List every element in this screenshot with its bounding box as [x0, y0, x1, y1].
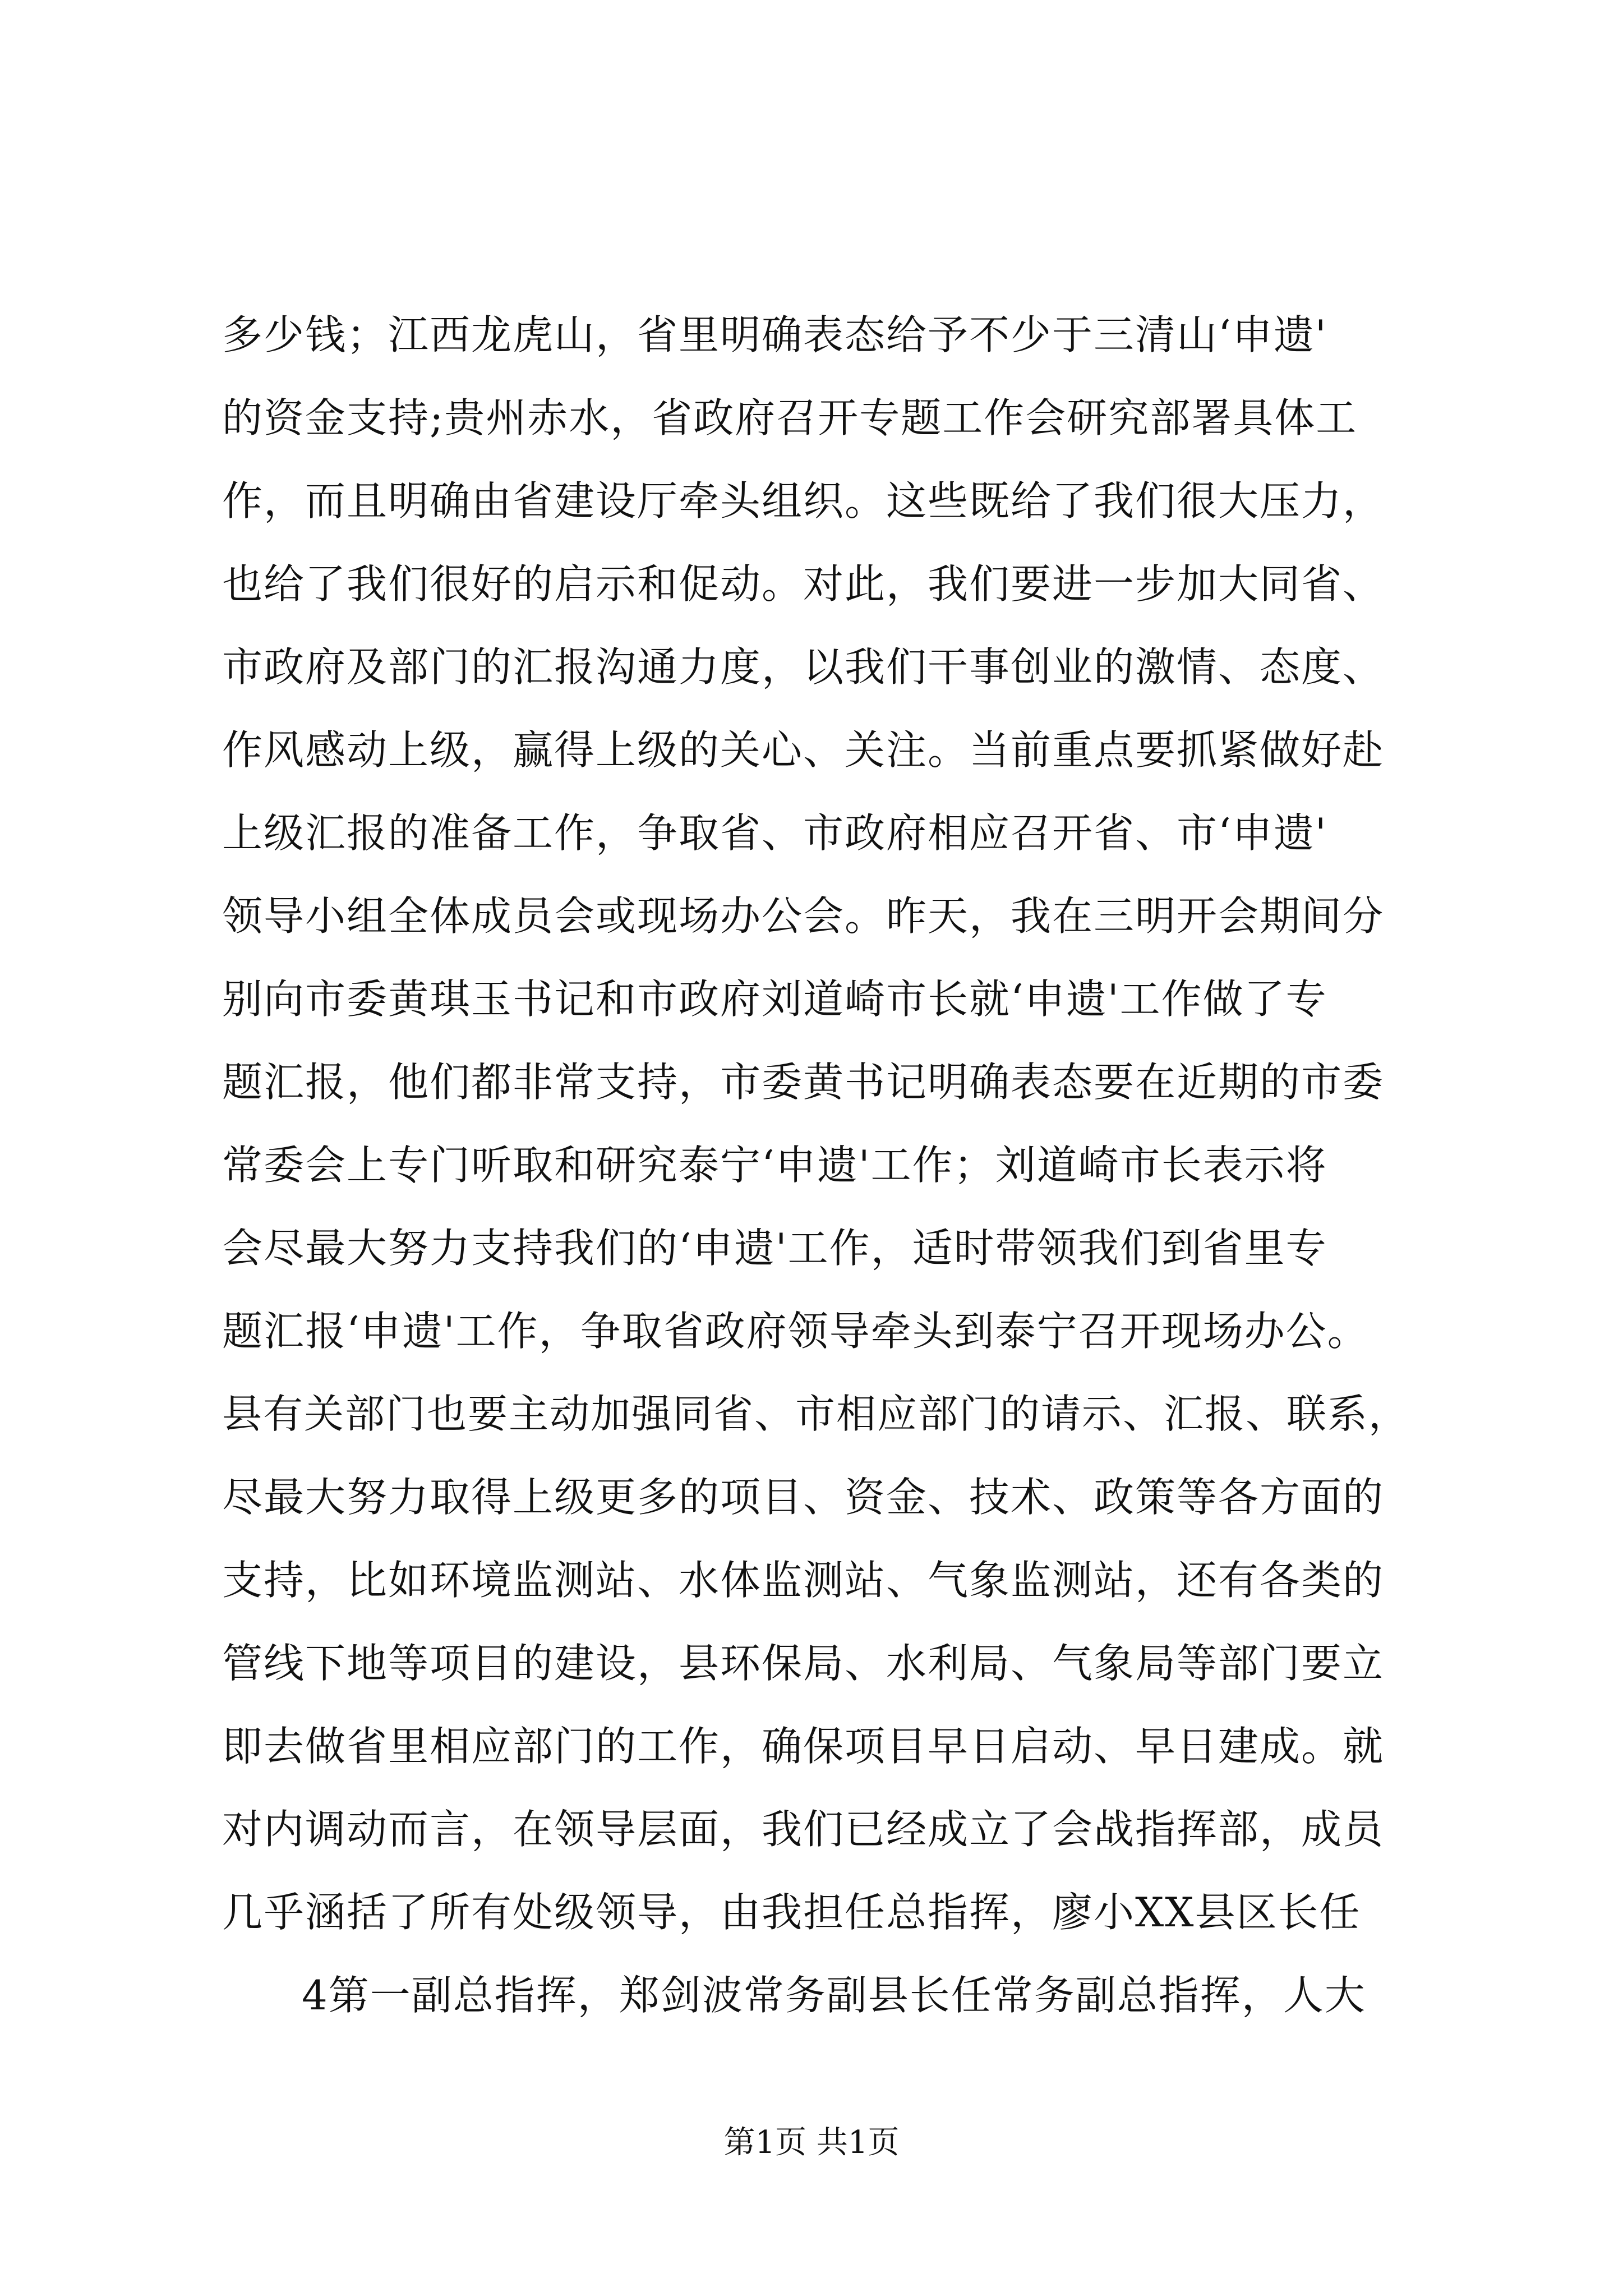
- body-line: 上级汇报的准备工作，争取省、市政府相应召开省、市‘申遗': [222, 809, 1327, 857]
- body-line: 支持，比如环境监测站、水体监测站、气象监测站，还有各类的: [222, 1557, 1385, 1604]
- body-line: 别向市委黄琪玉书记和市政府刘道崎市长就‘申遗'工作做了专: [222, 976, 1327, 1023]
- body-line: 领导小组全体成员会或现场办公会。昨天，我在三明开会期间分: [222, 892, 1385, 940]
- body-line: 多少钱；江西龙虎山，省里明确表态给予不少于三清山‘申遗': [222, 311, 1327, 358]
- body-line: 市政府及部门的汇报沟通力度，以我们干事创业的激情、态度、: [222, 643, 1385, 691]
- body-line: 也给了我们很好的启示和促动。对此，我们要进一步加大同省、: [222, 560, 1385, 608]
- body-line: 题汇报，他们都非常支持，市委黄书记明确表态要在近期的市委: [222, 1059, 1385, 1106]
- body-line: 题汇报‘申遗'工作，争取省政府领导牵头到泰宁召开现场办公。: [222, 1308, 1369, 1355]
- body-line: 4第一副总指挥，郑剑波常务副县长任常务副总指挥，人大: [302, 1972, 1366, 2019]
- body-line: 尽最大努力取得上级更多的项目、资金、技术、政策等各方面的: [222, 1474, 1385, 1521]
- page-footer: 第1页 共1页: [723, 2124, 900, 2161]
- body-line: 对内调动而言，在领导层面，我们已经成立了会战指挥部，成员: [222, 1806, 1385, 1853]
- body-line: 的资金支持;贵州赤水，省政府召开专题工作会研究部署具体工: [222, 394, 1358, 441]
- body-line: 常委会上专门听取和研究泰宁‘申遗'工作；刘道崎市长表示将: [222, 1142, 1327, 1189]
- body-line: 县有关部门也要主动加强同省、市相应部门的请示、汇报、联系，: [222, 1391, 1410, 1437]
- body-line: 管线下地等项目的建设，县环保局、水利局、气象局等部门要立: [222, 1640, 1385, 1687]
- body-line: 作，而且明确由省建设厅牵头组织。这些既给了我们很大压力，: [222, 477, 1385, 524]
- body-line: 作风感动上级，赢得上级的关心、关注。当前重点要抓紧做好赴: [222, 726, 1385, 774]
- body-line: 会尽最大努力支持我们的‘申遗'工作，适时带领我们到省里专: [222, 1225, 1327, 1272]
- body-line: 几乎涵括了所有处级领导，由我担任总指挥，廖小XX县区长任: [222, 1889, 1361, 1936]
- body-line: 即去做省里相应部门的工作，确保项目早日启动、早日建成。就: [222, 1723, 1385, 1770]
